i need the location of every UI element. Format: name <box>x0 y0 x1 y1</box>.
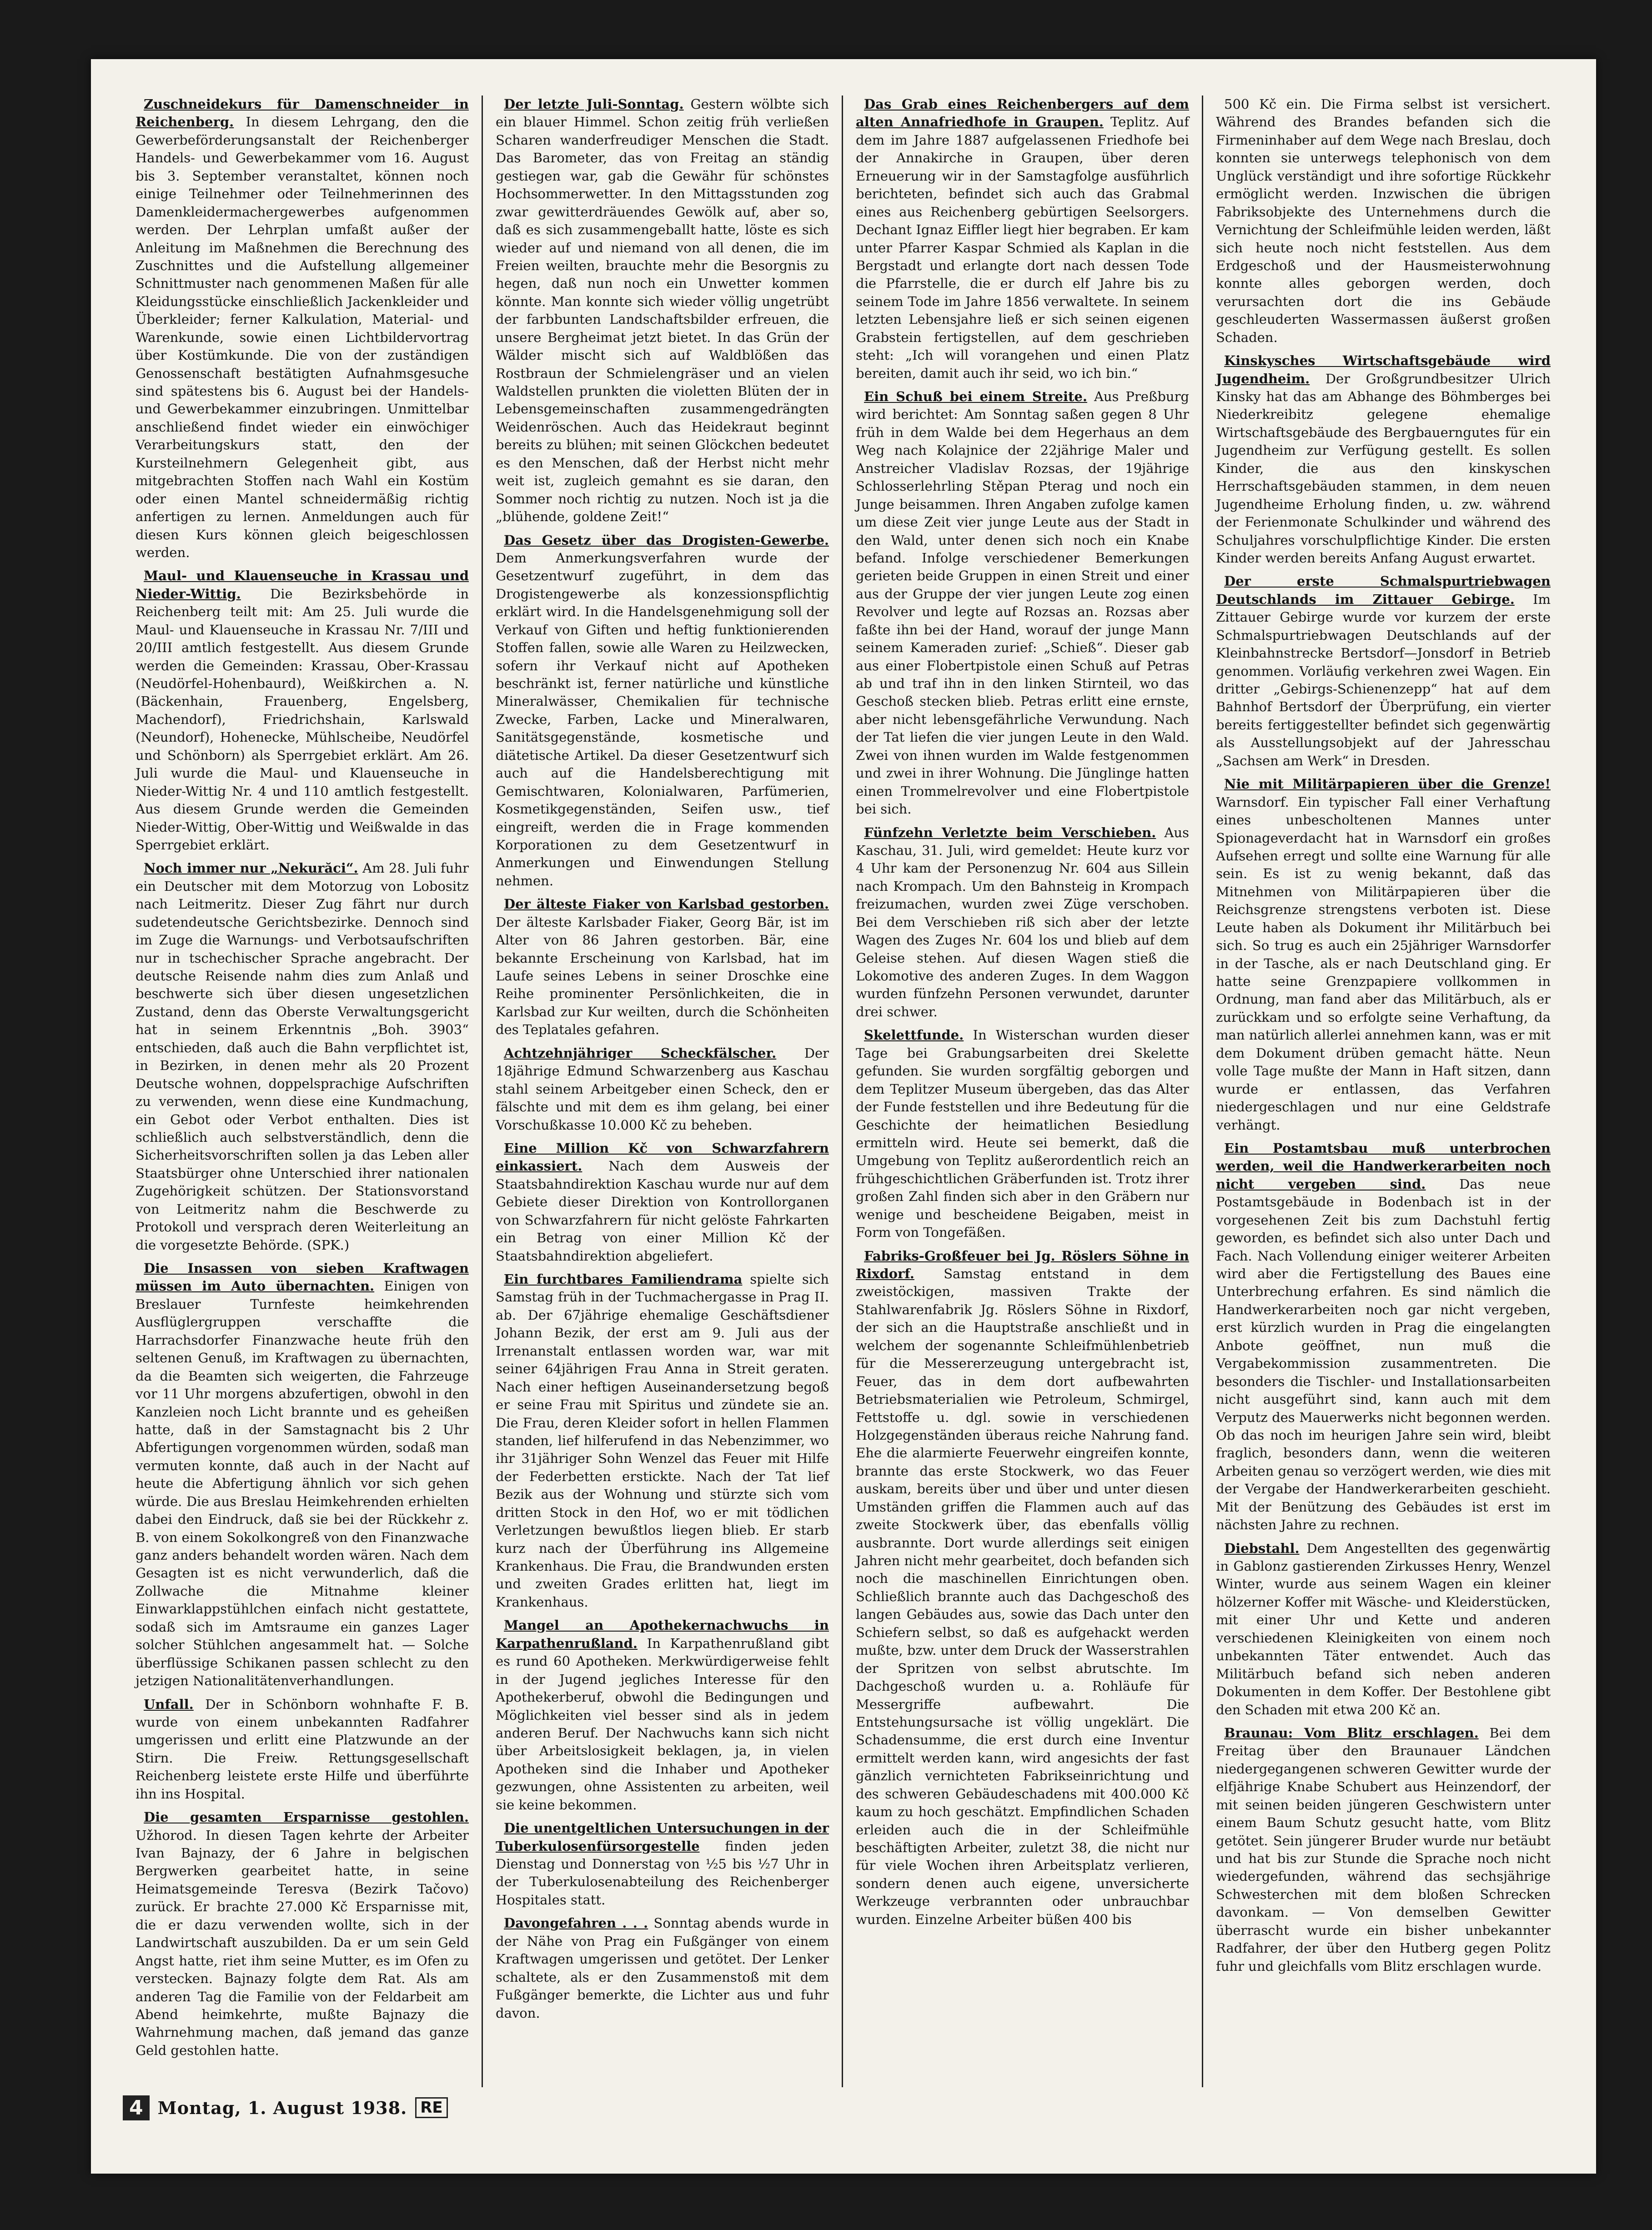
article <box>1216 1724 1551 1975</box>
article-headline: Der erste Schmalspurtriebwagen Deutschlands im Zittauer Gebirge. <box>1216 573 1551 607</box>
issue-date: Montag, 1. August 1938. <box>157 2097 407 2118</box>
article <box>1216 573 1551 770</box>
article-body: Užhorod. In diesen Tagen kehrte der Arbeiter Ivan Bajnazy, der 6 Jahre in belgischen Bergwerken gearbeitet hatte, in seine Heimatsgemeinde Teresva (Bezirk Tačovo) zurück. Er brachte 27.000 Kč Ersparnisse mit, die er dazu verwenden wollte, sich in der Landwirtschaft auszubilden. Da er um sein Geld Angst hatte, riet ihm seine Mutter, es im Ofen zu verstecken. Bajnazy folgte dem Rat. Als am anderen Tag die Familie von der Feldarbeit am Abend heimkehrte, mußte Bajnazy die Wahrnehmung machen, daß jemand das ganze Geld gestohlen hatte. <box>136 1827 469 2058</box>
article-body: In Karpathenrußland gibt es rund 60 Apotheken. Merkwürdigerweise fehlt in der Jugend jegliches Interesse für den Apothekerberuf, obwohl die Bedingungen und Möglichkeiten viel besser sind als in jedem anderen Beruf. Der Nachwuchs kann sich nicht über Arbeitslosigkeit beklagen, ja, in vielen Apotheken sind die Inhaber und Apotheker gezwungen, ohne Assistenten zu arbeiten, weil sie keine bekommen. <box>496 1635 829 1813</box>
article <box>856 388 1189 819</box>
article-body: Der in Schönborn wohnhafte F. B. wurde von einem unbekannten Radfahrer umgerissen und erlitt eine Platzwunde an der Stirn. Die Freiw. Rettungsgesellschaft Reichenberg leistete erste Hilfe und überführte ihn ins Hospital. <box>136 1696 469 1802</box>
article-body: Teplitz. Auf dem im Jahre 1887 aufgelassenen Friedhofe bei der Annakirche in Graupen, über deren Erneuerung wir in der Samstagfolge ausführlich berichteten, befindet sich auch das Grabmal eines aus Reichenberg gebürtigen Seelsorgers. Dechant Ignaz Eiffler liegt hier begraben. Er kam unter Pfarrer Kaspar Schmied als Kaplan in die Bergstadt und erlangte dort nach dessen Tode die Pfarrstelle, die er durch elf Jahre bis zu seinem Tode im Jahre 1856 verwaltete. In seinem letzten Lebensjahre ließ er sich seinen eigenen Grabstein fertigstellen, auf dem geschrieben steht: „Ich will vorangehen und einen Platz bereiten, damit auch ihr seid, wo ich bin.“ <box>856 114 1190 381</box>
article-headline: Das Gesetz über das Drogisten-Gewerbe. <box>504 532 829 548</box>
article <box>1216 1140 1551 1534</box>
article-headline: Unfall. <box>144 1696 194 1712</box>
article-body: Aus Kaschau, 31. Juli, wird gemeldet: Heute kurz vor 4 Uhr kam der Personenzug Nr. 604 aus Sillein nach Krompach. Um den Bahnsteig in Krompach freizumachen, wurden zwei Züge verschoben. Bei dem Verschieben riß sich aber der letzte Wagen des Zuges Nr. 604 los und blieb auf dem Geleise stehen. Auf diesen Wagen stieß die Lokomotive des anderen Zuges. In dem Waggon wurden fünfzehn Personen verwundet, darunter drei schwer. <box>856 824 1189 1020</box>
article-body: Einigen von Breslauer Turnfeste heimkehrenden Ausflüglergruppen verschaffte die Harrachsdorfer Finanzwache heute früh den seltenen Genuß, im Kraftwagen zu übernachten, da die Beamten sich weigerten, die Fahrzeuge vor 11 Uhr morgens abzufertigen, obwohl in den Kanzleien noch Licht brannte und es geheißen hatte, daß in der Samstagnacht bis 2 Uhr Abfertigungen vorgenommen würden, sodaß man vermuten konnte, daß auch in der Nacht auf heute die Abfertigung ähnlich vor sich gehen würde. Die aus Breslau Heimkehrenden erhielten dabei den Eindruck, daß sie bei der Rückkehr z. B. von einem Sokolkongreß von den Finanzwache ganz anders behandelt worden wären. Nach dem Gesagten ist es nicht verwunderlich, daß die Zollwache die Mitnahme kleiner Einwarklappstühlchen einfach nicht gestattete, sodaß sich im Amtsraume ein ganzes Lager solcher Stühlchen angesammelt hat. — Solche überflüssige Schikanen passen schlecht zu den jetzigen Nationalitätenverhandlungen. <box>136 1278 469 1689</box>
article-columns <box>123 95 1564 2087</box>
article <box>856 1026 1189 1241</box>
article-body: Im Zittauer Gebirge wurde vor kurzem der erste Schmalspurtriebwagen Deutschlands auf der Kleinbahnstrecke Bertsdorf—Jonsdorf in Betrieb genommen. Vorläufig verkehren zwei Wagen. Ein dritter „Gebirgs-Schienenzepp“ hat auf dem Bahnhof Bertsdorf der Überprüfung, ein vierter bereits fertiggestellter befindet sich gegenwärtig als Ausstellungsobjekt auf der Jahresschau „Sachsen am Werk“ in Dresden. <box>1216 591 1551 768</box>
article-headline: Ein Postamtsbau muß unterbrochen werden, weil die Handwerkerarbeiten noch nicht vergeben sind. <box>1216 1140 1551 1192</box>
article <box>136 95 469 562</box>
article-body: Aus Preßburg wird berichtet: Am Sonntag saßen gegen 8 Uhr früh in dem Walde bei dem Hegerhaus an dem Weg nach Kolajnice der 22jährige Maler und Anstreicher Vladislav Rozsas, der 19jährige Schlosserlehrling Stěpan Pterag und noch ein Junge beisammen. Ihren Angaben zufolge kamen um diese Zeit vier junge Leute aus der Stadt in den Wald, unter denen sich noch ein Knabe befand. Infolge verschiedener Bemerkungen gerieten beide Gruppen in einen Streit und einer aus der Gruppe der vier jungen Leute zog einen Revolver und legte auf Rozsas an. Rozsas aber faßte ihn bei der Hand, worauf der junge Mann seinem Kameraden zurief: „Schieß“. Dieser gab aus einer Flobertpistole einen Schuß auf Petras ab und traf ihn in den linken Stirnteil, wo das Geschoß stecken blieb. Petras erlitt eine ernste, aber nicht lebensgefährliche Verwundung. Nach der Tat liefen die vier jungen Leute in den Wald. Zwei von ihnen wurden im Walde festgenommen und zwei in ihrer Wohnung. Die Jünglinge hatten einen Trommelrevolver und eine Flobertpistole bei sich. <box>856 389 1190 817</box>
article-headline: Diebstahl. <box>1224 1540 1300 1556</box>
article-headline: Fünfzehn Verletzte beim Verschieben. <box>864 824 1156 840</box>
masthead-logo: RE <box>415 2097 447 2118</box>
article-headline: Maul- und Klauenseuche in Krassau und Nieder-Wittig. <box>136 568 469 602</box>
column-1 <box>123 95 483 2087</box>
article-body: Der Großgrundbesitzer Ulrich Kinsky hat das am Abhange des Böhmberges bei Niederkreibitz gelegene ehemalige Wirtschaftsgebäude des Bergbauerngutes für ein Jugendheim zur Verfügung gestellt. Es sollen Kinder, die aus den kinskyschen Herrschaftsgebäuden stammen, in dem neuen Jugendheime Erholung finden, u. zw. während der Ferienmonate Schulkinder und während des Schuljahres vorschulpflichtige Kinder. Die ersten Kinder werden bereits Anfang August erwartet. <box>1216 371 1551 566</box>
column-4 <box>1203 95 1563 2087</box>
article <box>136 859 469 1254</box>
article <box>496 1617 829 1814</box>
article-body: Bei dem Freitag über den Braunauer Ländchen niedergegangenen schweren Gewitter wurde der elfjährige Knabe Schubert aus Heinzendorf, der mit seinen beiden jüngeren Geschwistern unter einem Baum Schutz gesucht hatte, vom Blitz getötet. Sein jüngerer Bruder wurde nur betäubt und hat bis zur Stunde die Sprache noch nicht wiedergefunden, während das sechsjährige Schwesterchen mit dem bloßen Schrecken davonkam. — Von demselben Gewitter überrascht wurde ein bisher unbekannter Radfahrer, der über den Hutberg gegen Politz fuhr und gleichfalls vom Blitz erschlagen wurde. <box>1216 1725 1551 1974</box>
article <box>496 1914 829 2022</box>
page-footer <box>123 2092 487 2124</box>
article-headline: Die Insassen von sieben Kraftwagen müssen im Auto übernachten. <box>136 1261 469 1294</box>
article-headline: Ein Schuß bei einem Streite. <box>864 389 1087 404</box>
article-headline: Der älteste Fiaker von Karlsbad gestorben. <box>504 896 829 912</box>
article <box>856 824 1189 1021</box>
article-body: Die Bezirksbehörde in Reichenberg teilt mit: Am 25. Juli wurde die Maul- und Klauenseuche in Krassau Nr. 7/III und 20/III amtlich festgestellt. Aus diesem Grunde werden die Gemeinden: Krassau, Ober-Krassau (Neudörfel-Hohenbaurd), Weißkirchen a. N. (Bäckenhain, Frauenberg, Engelsberg, Machendorf), Friedrichshain, Karlswald (Neundorf), Hohenecke, Mühlscheibe, Neudörfel und Schönborn) als Sperrgebiet erklärt. Am 26. Juli wurde die Maul- und Klauenseuche in Nieder-Wittig Nr. 4 und 110 amtlich festgestellt. Aus diesem Grunde werden die Gemeinden Nieder-Wittig, Ober-Wittig und Weißwalde in das Sperrgebiet erklärt. <box>136 586 469 853</box>
column-3 <box>843 95 1203 2087</box>
article <box>496 1271 829 1611</box>
article-body: Nach dem Ausweis der Staatsbahndirektion Kaschau wurde nur auf dem Gebiete dieser Direktion von Kontrollorganen von Schwarzfahrern für nicht gelöste Fahrkarten ein Betrag von einer Million Kč der Staatsbahndirektion abgeliefert. <box>496 1158 829 1264</box>
page-number: 4 <box>123 2095 150 2120</box>
article <box>1216 775 1551 1134</box>
article-headline: Braunau: Vom Blitz erschlagen. <box>1224 1725 1479 1741</box>
article-headline: Fabriks-Großfeuer bei Jg. Röslers Söhne in Rixdorf. <box>856 1248 1189 1281</box>
article <box>136 567 469 854</box>
article <box>856 95 1189 382</box>
article-headline: Achtzehnjähriger Scheckfälscher. <box>504 1045 777 1061</box>
article-body: Am 28. Juli fuhr ein Deutscher mit dem Motorzug von Lobositz nach Leitmeritz. Dieser Zug fährt nur durch sudetendeutsche Gerichtsbezirke. Dennoch sind im Zuge die Warnungs- und Verbotsaufschriften nur in tschechischer Sprache angebracht. Der deutsche Reisende nahm dies zum Anlaß und beschwerte sich über diesen ungesetzlichen Zustand, denn das Oberste Verwaltungsgericht hat in seinem Erkenntnis „Boh. 3903“ entschieden, daß auch die Bahn verpflichtet ist, in Bezirken, in denen mehr als 20 Prozent Deutsche wohnen, doppelsprachige Aufschriften zu verwenden, wenn diese eine Kundmachung, ein Gebot oder Verbot enthalten. Dies ist schließlich auch selbstverständlich, denn die Sicherheitsvorschriften sollen ja das Leben aller Staatsbürger ohne Unterschied ihrer nationalen Zugehörigkeit schützen. Der Stationsvorstand von Leitmeritz nahm die Beschwerde zu Protokoll und versprach deren Weiterleitung an die vorgesetzte Behörde. (SPK.) <box>136 860 469 1253</box>
article-headline: Kinskysches Wirtschaftsgebäude wird Jugendheim. <box>1216 353 1551 387</box>
article-body: In diesem Lehrgang, den die Gewerbeförderungsanstalt der Reichenberger Handels- und Gewerbekammer vom 16. August bis 3. September veranstaltet, können noch einige Teilnehmer oder Teilnehmerinnen des Damenkleidermachergewerbes aufgenommen werden. Der Lehrplan umfaßt außer der Anleitung im Maßnehmen die Berechnung des Zuschnittes und die Aufstellung allgemeiner Schnittmuster nach genommenen Maßen für alle Kleidungsstücke einschließlich Jackenkleider und Überkleider; ferner Kalkulation, Material- und Warenkunde, sowie einen Lichtbildervortrag über Kostümkunde. Die von der zuständigen Genossenschaft bestätigten Aufnahmsgesuche sind spätestens bis 6. August bei der Handels- und Gewerbekammer einzubringen. Unmittelbar anschließend findet wieder ein einwöchiger Verarbeitungskurs statt, den der Kursteilnehmern Gelegenheit gibt, aus mitgebrachten Stoffen nach Wahl ein Kostüm oder einen Mantel schneidermäßig richtig anfertigen zu lernen. Anmeldungen auch für diesen Kurs können gleich beigeschlossen werden. <box>136 114 469 560</box>
article <box>496 1140 829 1265</box>
article-body: Das neue Postamtsgebäude in Bodenbach ist in der vorgesehenen Zeit bis zum Dachstuhl fertig geworden, es befindet sich also unter Dach und Fach. Nach Vollendung einiger weiterer Arbeiten wird aber die Fertigstellung des Baues eine Unterbrechung erfahren. Es sind nämlich die Handwerkerarbeiten noch gar nicht vergeben, erst kürzlich wurden in Prag die eingelangten Anbote geöffnet, nun muß die Vergabekommission zusammentreten. Die besonders die Tischler- und Installationsarbeiten nicht ausgeführt sind, kann auch mit dem Verputz des Mauerwerks nicht begonnen werden. Ob das noch im heurigen Jahre sein wird, bleibt fraglich, besonders dann, wenn die weiteren Arbeiten genau so verzögert werden, wie dies mit der Vergabe der Handwerkerarbeiten geschieht. Mit der Benützung des Gebäudes ist erst im nächsten Jahre zu rechnen. <box>1216 1176 1551 1533</box>
article-headline: Mangel an Apothekernachwuchs in Karpathenrußland. <box>496 1617 829 1651</box>
article <box>1216 352 1551 567</box>
article <box>496 532 829 890</box>
article <box>496 1045 829 1134</box>
article-body: Der älteste Karlsbader Fiaker, Georg Bär, ist im Alter von 86 Jahren gestorben. Bär, eine bekannte Erscheinung von Karlsbad, hat im Laufe seines Lebens in seiner Droschke eine Reihe prominenter Persönlichkeiten, die in Karlsbad zur Kur weilten, durch die Schönheiten des Teplatales gefahren. <box>496 914 829 1038</box>
article-headline: Ein furchtbares Familiendrama <box>504 1271 743 1287</box>
article-body: In Wisterschan wurden dieser Tage bei Grabungsarbeiten drei Skelette gefunden. Sie wurden sorgfältig geborgen und dem Teplitzer Museum übergeben, das das Alter der Funde feststellen und ihre Bedeutung für die Geschichte der heimatlichen Besiedlung ermitteln wird. Heute sei bemerkt, daß die Umgebung von Teplitz außerordentlich reich an frühgeschichtlichen Gräberfunden ist. Trotz ihrer großen Zahl finden sich aber in den Gräbern nur wenige und bescheidene Beigaben, meist in Form von Tongefäßen. <box>856 1027 1189 1241</box>
article-body: Dem Angestellten des gegenwärtig in Gablonz gastierenden Zirkusses Henry, Wenzel Winter, wurde aus seinem Wagen ein kleiner hölzerner Koffer mit Wäsche- und Kleiderstücken, mit einer Uhr und Kette und anderen verschiedenen Kleinigkeiten von einem noch unbekannten Täter entwendet. Auch das Militärbuch befand sich neben anderen Dokumenten in dem Koffer. Der Bestohlene gibt den Schaden mit etwa 200 Kč an. <box>1216 1540 1551 1718</box>
article <box>496 1819 829 1909</box>
article-body: Gestern wölbte sich ein blauer Himmel. Schon zeitig früh verließen Scharen wanderfreudiger Menschen die Stadt. Das Barometer, das von Freitag an ständig gestiegen war, gab die Gewähr für schönstes Hochsommerwetter. In den Mittagsstunden zog zwar gewitterdräuendes Gewölk auf, aber so, daß es sich zusammengeballt hatte, löste es sich wieder auf und niemand von all denen, die im Freien weilten, brauchte mehr die Besorgnis zu hegen, daß nun noch ein Unwetter kommen könnte. Man konnte sich wieder völlig ungetrübt der farbbunten Landschaftsbilder erfreuen, die unsere Bergheimat jetzt bietet. In das Grün der Wälder mischt sich auf Waldblößen das Rostbraun der Schmielengräser und an vielen Waldstellen prunkten die violetten Blüten der in Lebensgemeinschaften zusammengedrängten Weidenröschen. Auch das Heidekraut beginnt bereits zu blühen; mit seinen Glöckchen bedeutet es den Menschen, daß der Herbst nicht mehr weit ist, zugleich gemahnt es sie daran, den Sommer noch richtig zu nutzen. Noch ist ja die „blühende, goldene Zeit!“ <box>496 96 829 525</box>
article-headline: Die gesamten Ersparnisse gestohlen. <box>144 1809 469 1825</box>
article-headline: Das Grab eines Reichenbergers auf dem alten Annafriedhofe in Graupen. <box>856 96 1189 130</box>
article <box>136 1808 469 2059</box>
article-body: spielte sich Samstag früh in der Tuchmachergasse in Prag II. ab. Der 67jährige ehemalige Geschäftsdiener Johann Bezik, der erst am 9. Juli aus der Irrenanstalt entlassen worden war, war mit seiner 64jährigen Frau Anna in Streit geraten. Nach einer heftigen Auseinandersetzung begoß er seine Frau mit Spiritus und zündete sie an. Die Frau, deren Kleider sofort in hellen Flammen standen, lief hilferufend in das Nebenzimmer, wo ihr 31jähriger Sohn Wenzel das Feuer mit Hilfe der Federbetten erstickte. Nach der Tat lief Bezik aus der Wohnung und stürzte sich vom dritten Stock in den Hof, wo er mit tödlichen Verletzungen bewußtlos liegen blieb. Er starb kurz nach der Überführung ins Allgemeine Krankenhaus. Die Frau, die Brandwunden ersten und zweiten Grades erlitten hat, liegt im Krankenhaus. <box>496 1271 829 1610</box>
article-body: 500 Kč ein. Die Firma selbst ist versichert. Während des Brandes befanden sich die Firmeninhaber auf dem Wege nach Breslau, doch konnten sie unterwegs telephonisch von dem Unglück verständigt und ihre sofortige Rückkehr ermöglicht werden. Inzwischen die übrigen Fabriksobjekte des Unternehmens durch die Vernichtung der Schleifmühle leiden werden, läßt sich heute noch nicht feststellen. Aus dem Erdgeschoß und der Hausmeisterwohnung konnte alles geborgen werden, doch verursachten dort die ins Gebäude geschleuderten Wassermassen äußerst großen Schaden. <box>1216 96 1551 345</box>
article-headline: Nie mit Militärpapieren über die Grenze! <box>1224 776 1551 792</box>
article-headline: Die unentgeltlichen Untersuchungen in der Tuberkulosenfürsorgestelle <box>496 1820 829 1854</box>
article <box>496 95 829 526</box>
article-body: finden jeden Dienstag und Donnerstag von ½5 bis ½7 Uhr in der Tuberkulosenabteilung des Reichenberger Hospitales statt. <box>496 1838 829 1908</box>
article-body: Samstag entstand in dem zweistöckigen, massiven Trakte der Stahlwarenfabrik Jg. Röslers Söhne in Rixdorf, der sich an die Hauptstraße anschließt und in welchem der sogenannte Schleifmühlenbetrieb für die Messererzeugung untergebracht ist, Feuer, das in dem dort aufbewahrten Betriebsmaterialien wie Petroleum, Schmirgel, Fettstoffe u. dgl. sowie in verschiedenen Holzgegenständen überaus reiche Nahrung fand. Ehe die alarmierte Feuerwehr eingreifen konnte, brannte das erste Stockwerk, wo das Feuer auskam, bereits über und über und unter diesen Umständen griffen die Flammen auch auf das zweite Stockwerk über, das ebenfalls völlig ausbrannte. Dort wurde allerdings seit einigen Jahren nicht mehr gearbeitet, doch befanden sich noch die maschinellen Einrichtungen oben. Schließlich brannte auch das Dachgeschoß des langen Gebäudes aus, sowie das Dach unter den Schiefern selbst, so daß es aufgehackt werden mußte, bzw. unter dem Druck der Wasserstrahlen der Spritzen von selbst abrutschte. Im Dachgeschoß wurden u. a. Rohläufe für Messergriffe aufbewahrt. Die Entstehungsursache ist völlig ungeklärt. Die Schadensumme, die erst durch eine Inventur ermittelt werden kann, wird angesichts der fast gänzlich vernichteten Fabrikseinrichtung und des schweren Gebäudeschadens mit 400.000 Kč kaum zu hoch geschätzt. Empfindlichen Schaden erleiden auch die in der Schleifmühle beschäftigten Arbeiter, zuletzt 38, die nicht nur für viele Wochen ihren Arbeitsplatz verlieren, sondern denen auch eigene, unversicherte Werkzeuge verbrannten oder unbrauchbar wurden. Einzelne Arbeiter büßen 400 bis <box>856 1266 1189 1927</box>
article-headline: Der letzte Juli-Sonntag. <box>504 96 684 112</box>
newspaper-page <box>91 59 1596 2174</box>
article-body: Dem Anmerkungsverfahren wurde der Gesetzentwurf zugeführt, in dem das Drogistengewerbe als konzessionspflichtig erklärt wird. In die Handelsgenehmigung soll der Verkauf von Giften und heftig funktionierenden Stoffen fallen, sowie alle Waren zu Heilzwecken, sofern ihr Verkauf nicht auf Apotheken beschränkt ist, ferner natürliche und künstliche Mineralwässer, Chemikalien für technische Zwecke, Farben, Lacke und Mineralwaren, Sanitätsgegenstände, kosmetische und diätetische Artikel. Da dieser Gesetzentwurf sich auch auf die Handelsberechtigung mit Gemischtwaren, Kolonialwaren, Parfümerien, Kosmetikgegenständen, Seifen usw., tief eingreift, werden die in Frage kommenden Korporationen zu dem Gesetzentwurf in Anmerkungen und Einwendungen Stellung nehmen. <box>496 550 829 889</box>
column-2 <box>483 95 843 2087</box>
article-headline: Zuschneidekurs für Damenschneider in Reichenberg. <box>136 96 469 130</box>
article-headline: Skelettfunde. <box>864 1027 964 1043</box>
article <box>136 1696 469 1803</box>
article <box>1216 95 1551 347</box>
article-body: Der 18jährige Edmund Schwarzenberg aus Kaschau stahl seinem Arbeitgeber einen Scheck, den er fälschte und mit dem es ihm gelang, bei einer Vorschußkasse 10.000 Kč zu beheben. <box>496 1045 829 1133</box>
article-headline: Eine Million Kč von Schwarzfahrern einkassiert. <box>496 1140 829 1174</box>
article <box>136 1260 469 1690</box>
article-headline: Davongefahren . . . <box>504 1915 648 1931</box>
article-body: Warnsdorf. Ein typischer Fall einer Verhaftung eines unbescholtenen Mannes unter Spionageverdacht hat in Warnsdorf ein großes Aufsehen erregt und sollte eine Warnung für alle sein. Es ist zu wenig bekannt, daß das Mitnehmen von Militärpapieren über die Reichsgrenze strengstens verboten ist. Diese Leute haben als Dokument ihr Militärbuch bei sich. So trug es auch ein 25jähriger Warnsdorfer in der Tasche, als er nach Deutschland ging. Er hatte seine Grenzpapiere vollkommen in Ordnung, man fand aber das Militärbuch, als er zurückkam und so erfolgte seine Verhaftung, da man natürlich allerlei annehmen kann, was er mit dem Dokument drüben gemacht hätte. Neun volle Tage mußte der Mann in Haft sitzen, dann wurde er entlassen, das Verfahren niedergeschlagen und nur eine Geldstrafe verhängt. <box>1216 794 1551 1133</box>
article-headline: Noch immer nur „Nekurăci“. <box>144 860 358 876</box>
article <box>856 1247 1189 1929</box>
article <box>1216 1540 1551 1719</box>
article <box>496 895 829 1039</box>
article-body: Sonntag abends wurde in der Nähe von Prag ein Fußgänger von einem Kraftwagen umgerissen und getötet. Der Lenker schaltete, als er den Zusammenstoß mit dem Fußgänger bemerkte, die Lichter aus und fuhr davon. <box>496 1915 829 2021</box>
